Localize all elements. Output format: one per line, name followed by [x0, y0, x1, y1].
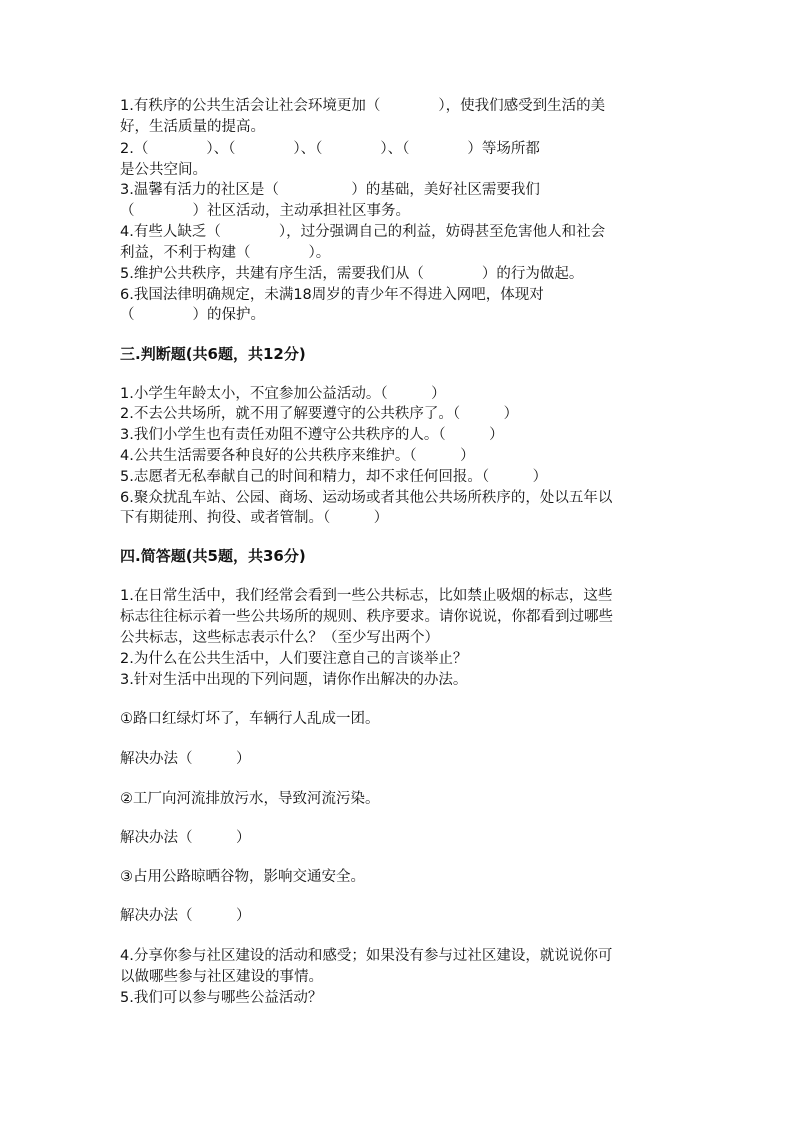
fill-blank-q1-line1: 1.有秩序的公共生活会让社会环境更加（ ），使我们感受到生活的美 — [120, 98, 606, 114]
fill-blank-q2-line1: 2.（ ）、（ ）、（ ）、（ ）等场所都 — [120, 141, 540, 157]
fill-blank-q6-line1: 6.我国法律明确规定，未满18周岁的青少年不得进入网吧，体现对 — [120, 287, 544, 303]
fill-blank-q1-line2: 好，生活质量的提高。 — [120, 119, 265, 135]
fill-blank-q2-line2: 是公共空间。 — [120, 162, 207, 178]
fill-blank-q3-line2: （ ）社区活动，主动承担社区事务。 — [120, 203, 410, 219]
judge-q5: 5.志愿者无私奉献自己的时间和精力，却不求任何回报。（ ） — [120, 469, 548, 485]
fill-blank-q5-line1: 5.维护公共秩序，共建有序生活，需要我们从（ ）的行为做起。 — [120, 266, 584, 282]
short-q3-solution-1: 解决办法（ ） — [120, 751, 251, 767]
short-q3-problem-2: ②工厂向河流排放污水，导致河流污染。 — [120, 791, 380, 807]
judge-q2: 2.不去公共场所，就不用了解要遵守的公共秩序了。（ ） — [120, 406, 519, 422]
short-q1-line1: 1.在日常生活中，我们经常会看到一些公共标志，比如禁止吸烟的标志，这些 — [120, 588, 613, 604]
section-title-judge: 三.判断题(共6题，共12分) — [120, 345, 306, 363]
short-q1-line2: 标志往往标示着一些公共场所的规则、秩序要求。请你说说，你都看到过哪些 — [120, 609, 613, 625]
fill-blank-q6-line2: （ ）的保护。 — [120, 307, 265, 323]
fill-blank-q4-line1: 4.有些人缺乏（ ），过分强调自己的利益，妨碍甚至危害他人和社会 — [120, 224, 606, 240]
fill-blank-q3-line1: 3.温馨有活力的社区是（ ）的基础，美好社区需要我们 — [120, 182, 540, 198]
short-q5: 5.我们可以参与哪些公益活动？ — [120, 990, 323, 1006]
short-q1-line3: 公共标志，这些标志表示什么？（至少写出两个） — [120, 630, 439, 646]
judge-q1: 1.小学生年龄太小，不宜参加公益活动。（ ） — [120, 386, 446, 402]
fill-blank-q4-line2: 利益，不利于构建（ ）。 — [120, 245, 331, 261]
short-q3-solution-2: 解决办法（ ） — [120, 830, 251, 846]
short-q4-line1: 4.分享你参与社区建设的活动和感受；如果没有参与过社区建设，就说说你可 — [120, 948, 613, 964]
short-q2: 2.为什么在公共生活中，人们要注意自己的言谈举止？ — [120, 651, 468, 667]
judge-q3: 3.我们小学生也有责任劝阻不遵守公共秩序的人。（ ） — [120, 427, 504, 443]
judge-q4: 4.公共生活需要各种良好的公共秩序来维护。（ ） — [120, 448, 475, 464]
short-q3-problem-3: ③占用公路晾晒谷物，影响交通安全。 — [120, 869, 365, 885]
judge-q6-line2: 下有期徒刑、拘役、或者管制。（ ） — [120, 510, 389, 526]
short-q3-solution-3: 解决办法（ ） — [120, 908, 251, 924]
short-q3-problem-1: ①路口红绿灯坏了，车辆行人乱成一团。 — [120, 711, 380, 727]
short-q3: 3.针对生活中出现的下列问题，请你作出解决的办法。 — [120, 672, 468, 688]
short-q4-line2: 以做哪些参与社区建设的事情。 — [120, 969, 323, 985]
judge-q6-line1: 6.聚众扰乱车站、公园、商场、运动场或者其他公共场所秩序的，处以五年以 — [120, 490, 613, 506]
section-title-short-answer: 四.简答题(共5题，共36分) — [120, 547, 306, 565]
